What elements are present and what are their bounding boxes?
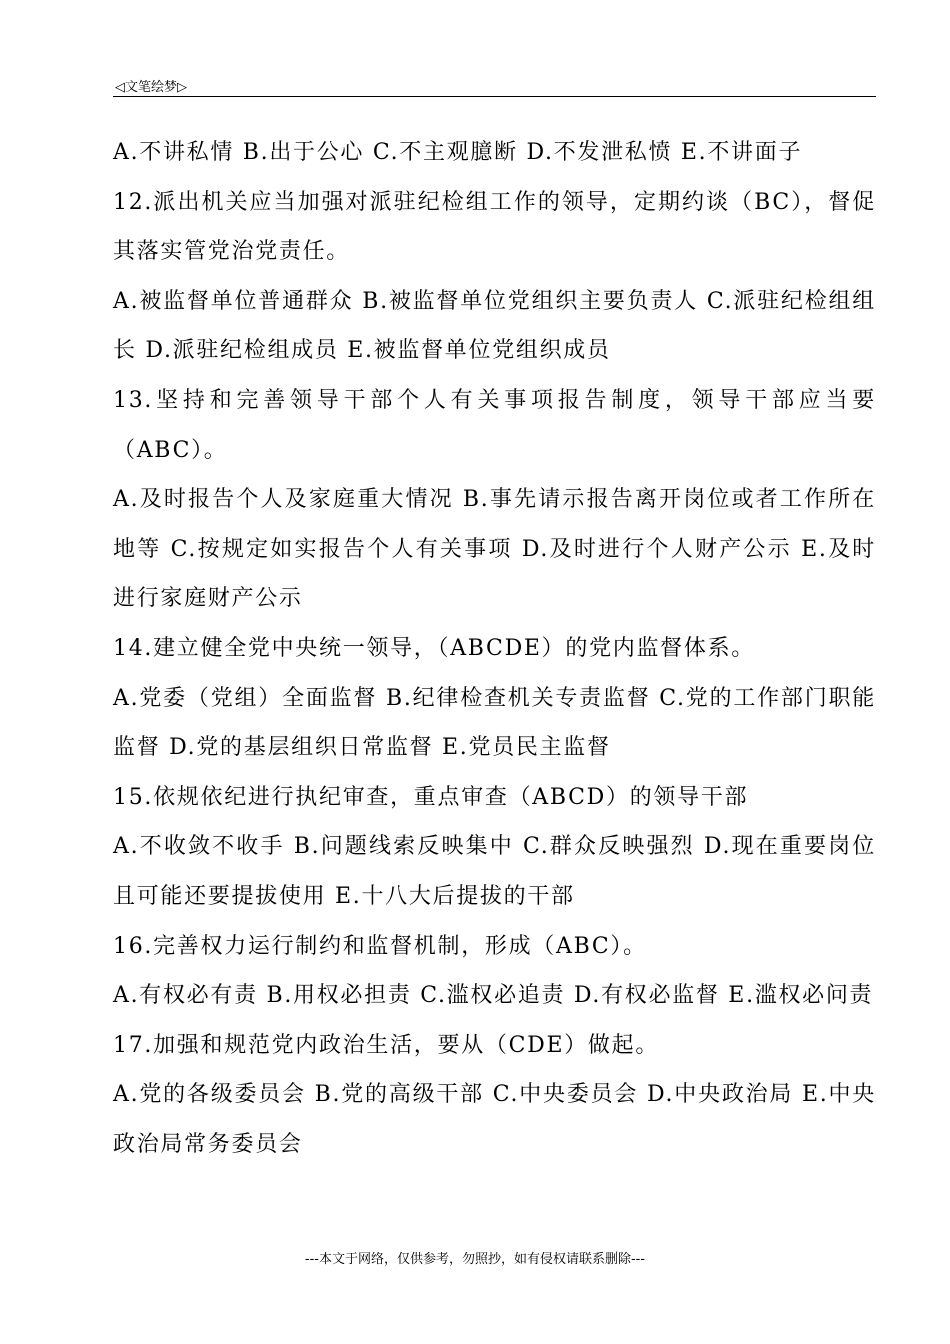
paragraph-options-13: A.及时报告个人及家庭重大情况 B.事先请示报告离开岗位或者工作所在地等 C.按规定如实报告个人有关事项 D.及时进行个人财产公示 E.及时进行家庭财产公示 [113,487,876,612]
paragraph-options-11: A.不讲私情 B.出于公心 C.不主观臆断 D.不发泄私愤 E.不讲面子 [113,140,803,165]
question-15: 15.依规依纪进行执纪审查，重点审查（ABCD）的领导干部 [113,784,749,810]
header-title: ◁文笔绘梦▷ [115,80,187,95]
paragraph-options-17: A.党的各级委员会 B.党的高级干部 C.中央委员会 D.中央政治局 E.中央政治局常务委员会 [113,1082,876,1157]
paragraph-options-12: A.被监督单位普通群众 B.被监督单位党组织主要负责人 C.派驻纪检组组长 D.派驻纪检组成员 E.被监督单位党组织成员 [113,288,876,364]
paragraph-options-16: A.有权必有责 B.用权必担责 C.滥权必追责 D.有权必监督 E.滥权必问责 [113,983,874,1009]
page-header [113,74,876,97]
paragraph-options-14: A.党委（党组）全面监督 B.纪律检查机关专责监督 C.党的工作部门职能监督 D.党的基层组织日常监督 E.党员民主监督 [113,685,876,761]
page-footer: ---本文于网络，仅供参考，勿照抄，如有侵权请联系删除--- [304,1252,646,1267]
question-12: 12.派出机关应当加强对派驻纪检组工作的领导，定期约谈（BC），督促其落实管党治党责任。 [113,189,876,265]
document-body [113,128,876,1169]
question-16: 16.完善权力运行制约和监督机制，形成（ABC）。 [113,933,647,959]
question-17: 17.加强和规范党内政治生活，要从（CDE）做起。 [113,1032,660,1058]
question-14: 14.建立健全党中央统一领导，（ABCDE）的党内监督体系。 [113,635,755,661]
paragraph-options-15: A.不收敛不收手 B.问题线索反映集中 C.群众反映强烈 D.现在重要岗位且可能还要提拔使用 E.十八大后提拔的干部 [113,834,876,909]
question-13: 13.坚持和完善领导干部个人有关事项报告制度，领导干部应当要（ABC）。 [113,387,876,463]
